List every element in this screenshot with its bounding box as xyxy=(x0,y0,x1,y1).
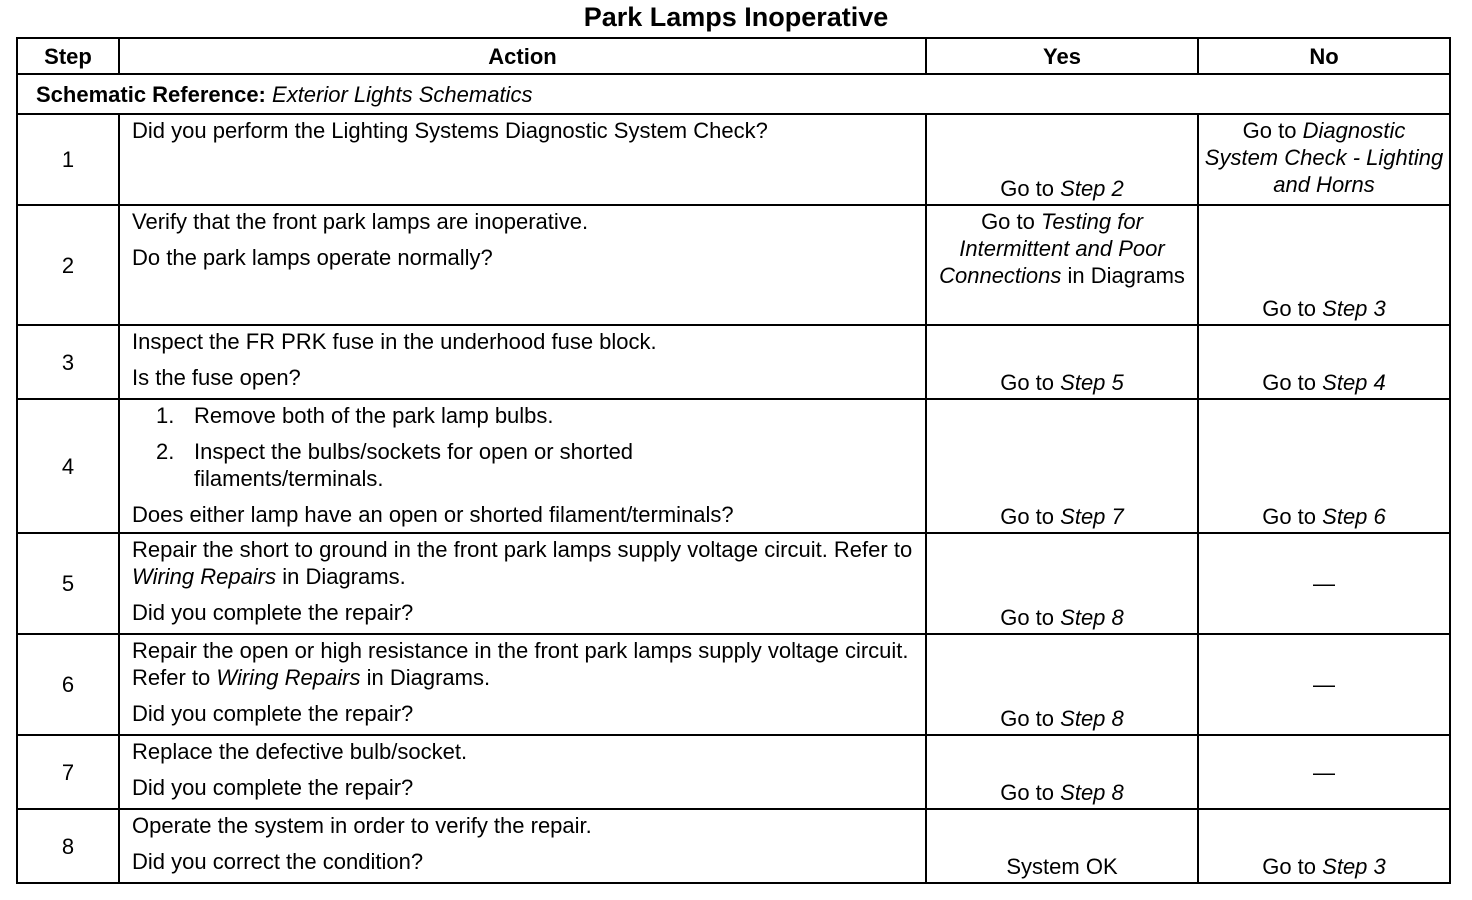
goto-text: Go to xyxy=(1242,118,1297,143)
goto-text: Go to xyxy=(1000,780,1055,805)
step-link[interactable]: Step 8 xyxy=(1060,706,1124,731)
yes-cell xyxy=(926,735,1198,809)
repair-text: Repair the short to ground in the front park lamps supply voltage circuit. Refer to xyxy=(132,537,913,562)
yes-cell xyxy=(926,114,1198,205)
step-link[interactable]: Testing for Intermittent and Poor Connections xyxy=(939,209,1165,288)
diagnostic-table xyxy=(16,37,1451,884)
step-number: 5 xyxy=(17,533,119,634)
action-question: Did you complete the repair? xyxy=(132,701,414,726)
goto-text: Go to xyxy=(1000,605,1055,630)
goto-text: Go to xyxy=(1000,504,1055,529)
action-question: Did you correct the condition? xyxy=(132,849,424,874)
action-question: Do the park lamps operate normally? xyxy=(132,245,493,270)
action-text xyxy=(132,637,913,691)
list-text: Remove both of the park lamp bulbs. xyxy=(194,403,554,428)
step-number: 1 xyxy=(17,114,119,205)
action-question: Does either lamp have an open or shorted filament/terminals? xyxy=(132,502,734,527)
procedure-list xyxy=(132,402,913,492)
yes-cell xyxy=(926,399,1198,533)
action-cell xyxy=(119,533,926,634)
step-link[interactable]: Step 8 xyxy=(1060,605,1124,630)
table-row xyxy=(17,205,1450,325)
step-link[interactable]: Step 3 xyxy=(1322,296,1386,321)
step-number: 8 xyxy=(17,809,119,883)
repair-tail: in Diagrams. xyxy=(282,564,406,589)
header-row xyxy=(17,38,1450,74)
action-cell xyxy=(119,114,926,205)
step-link[interactable]: Step 3 xyxy=(1322,854,1386,879)
no-cell xyxy=(1198,634,1450,735)
action-text xyxy=(132,536,913,590)
page-title: Park Lamps Inoperative xyxy=(583,2,889,32)
yes-cell xyxy=(926,809,1198,883)
action-cell xyxy=(119,399,926,533)
yes-cell xyxy=(926,634,1198,735)
action-cell xyxy=(119,325,926,399)
action-question: Is the fuse open? xyxy=(132,365,301,390)
step-link[interactable]: Diagnostic System Check - Lighting and Horns xyxy=(1204,118,1444,197)
list-number: 2. xyxy=(156,439,175,464)
no-cell xyxy=(1198,205,1450,325)
schematic-reference-link[interactable]: Exterior Lights Schematics xyxy=(272,81,533,107)
list-number: 1. xyxy=(156,403,175,428)
suffix-text: in Diagrams xyxy=(1067,263,1185,288)
step-link[interactable]: Step 4 xyxy=(1322,370,1386,395)
header-step: Step xyxy=(17,38,119,74)
action-text: Did you perform the Lighting Systems Diagnostic System Check? xyxy=(132,118,768,143)
schematic-reference xyxy=(17,74,1450,114)
table-row xyxy=(17,809,1450,883)
no-cell xyxy=(1198,325,1450,399)
list-text: Inspect the bulbs/sockets for open or shorted filaments/terminals. xyxy=(194,439,634,491)
step-number: 3 xyxy=(17,325,119,399)
table-row xyxy=(17,399,1450,533)
yes-cell xyxy=(926,205,1198,325)
table-row xyxy=(17,325,1450,399)
no-cell xyxy=(1198,114,1450,205)
yes-cell xyxy=(926,533,1198,634)
repair-tail: in Diagrams. xyxy=(366,665,491,690)
goto-text: Go to xyxy=(1000,370,1055,395)
goto-text: Go to xyxy=(1262,504,1317,529)
goto-text: Go to xyxy=(1262,370,1317,395)
action-text: Replace the defective bulb/socket. xyxy=(132,739,468,764)
goto-text: Go to xyxy=(981,209,1035,234)
action-cell xyxy=(119,205,926,325)
list-item xyxy=(156,402,913,429)
step-link[interactable]: Step 2 xyxy=(1060,176,1124,201)
step-link[interactable]: Step 6 xyxy=(1322,504,1386,529)
repair-text: Repair the open or high resistance in the front park lamps supply voltage circuit. Refer to xyxy=(132,638,909,690)
no-cell xyxy=(1198,735,1450,809)
step-number: 6 xyxy=(17,634,119,735)
step-number: 2 xyxy=(17,205,119,325)
header-yes: Yes xyxy=(926,38,1198,74)
step-number: 7 xyxy=(17,735,119,809)
action-text: Verify that the front park lamps are inoperative. xyxy=(132,209,589,234)
table-row xyxy=(17,114,1450,205)
no-cell xyxy=(1198,533,1450,634)
goto-text: Go to xyxy=(1000,706,1055,731)
table-row xyxy=(17,533,1450,634)
dash: — xyxy=(1313,571,1335,596)
list-item xyxy=(156,438,913,492)
step-link[interactable]: Step 5 xyxy=(1060,370,1124,395)
dash: — xyxy=(1313,672,1335,697)
no-cell xyxy=(1198,399,1450,533)
header-action: Action xyxy=(119,38,926,74)
action-cell xyxy=(119,634,926,735)
table-row xyxy=(17,634,1450,735)
schematic-reference-label: Schematic Reference: xyxy=(36,81,266,107)
action-cell xyxy=(119,735,926,809)
table-row xyxy=(17,735,1450,809)
goto-text: Go to xyxy=(1000,176,1055,201)
action-text: Operate the system in order to verify the repair. xyxy=(132,813,592,838)
action-question: Did you complete the repair? xyxy=(132,600,414,625)
header-no: No xyxy=(1198,38,1450,74)
wiring-repairs-link[interactable]: Wiring Repairs xyxy=(216,665,361,690)
no-cell xyxy=(1198,809,1450,883)
yes-cell xyxy=(926,325,1198,399)
system-ok-text: System OK xyxy=(1006,854,1118,879)
dash: — xyxy=(1313,759,1335,785)
goto-text: Go to xyxy=(1262,296,1317,321)
step-link[interactable]: Step 7 xyxy=(1060,504,1124,529)
step-number: 4 xyxy=(17,399,119,533)
wiring-repairs-link[interactable]: Wiring Repairs xyxy=(132,564,277,589)
action-question: Did you complete the repair? xyxy=(132,775,414,800)
schematic-reference-row xyxy=(17,74,1450,114)
action-text: Inspect the FR PRK fuse in the underhood fuse block. xyxy=(132,329,657,354)
goto-text: Go to xyxy=(1262,854,1317,879)
action-cell xyxy=(119,809,926,883)
step-link[interactable]: Step 8 xyxy=(1060,780,1124,805)
